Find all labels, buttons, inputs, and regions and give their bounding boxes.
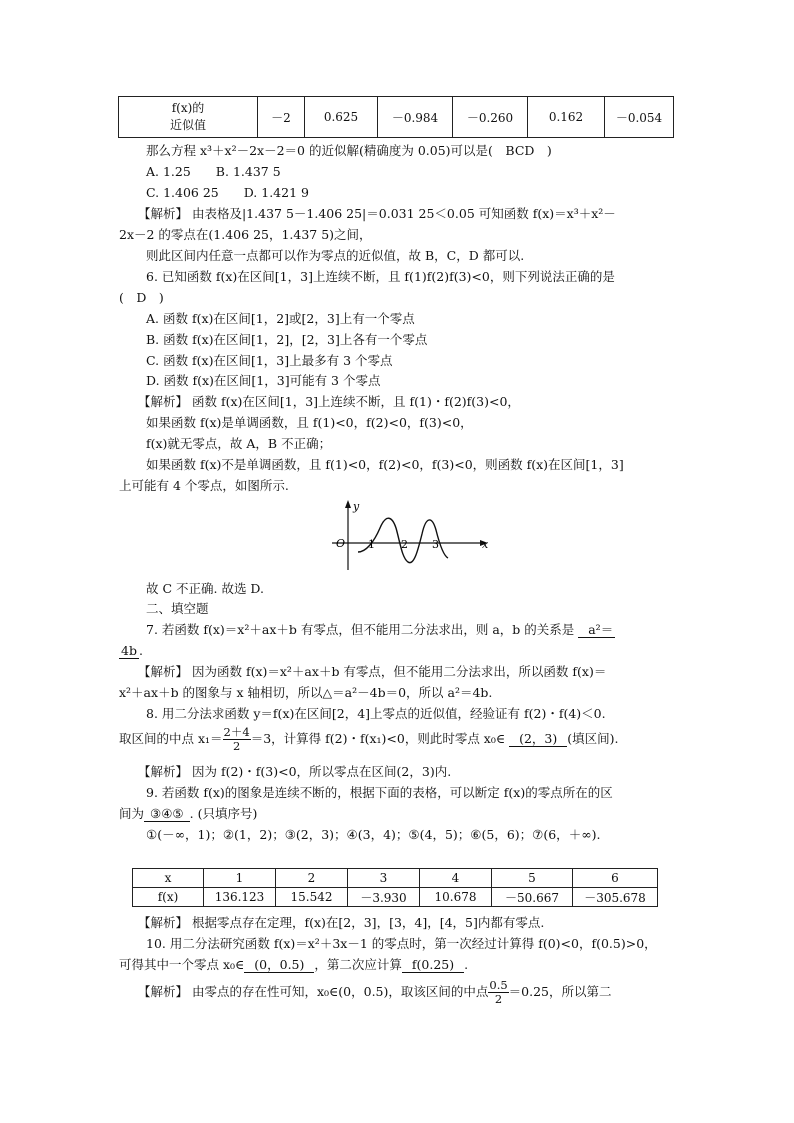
table-cell: 15.542 [276,888,348,907]
option-line: B. 函数 f(x)在区间[1，2]，[2，3]上各有一个零点 [146,332,428,347]
text-segment: 可得其中一个零点 x₀∈ [119,957,245,972]
table-cell: 5 [492,869,573,888]
header-line-2: 近似值 [169,118,206,132]
x-axis-label: x [482,538,489,551]
text-segment: 间为 [119,806,145,821]
analysis-line: 【解析】 根据零点存在定理，f(x)在[2，3]，[3，4]，[4，5]内都有零点. [138,915,545,930]
table-cell: －2 [258,97,305,138]
table-cell: －0.984 [378,97,453,138]
table-cell: 3 [348,869,420,888]
table-cell: －0.260 [453,97,528,138]
text-segment: ＝3，计算得 f(2)・f(x₁)<0，则此时零点 x₀∈ [250,731,506,746]
answer-blank: 4b [121,643,137,658]
option-line: A. 函数 f(x)在区间[1，2]或[2，3]上有一个零点 [146,311,415,326]
table-header-cell [119,97,258,138]
table-cell: 6 [573,869,658,888]
text-line: 那么方程 x³＋x²－2x－2＝0 的近似解(精确度为 0.05)可以是( BCD ) [146,143,552,158]
question-9-cont [119,806,257,822]
answer-blank: ③④⑤ [144,806,190,822]
analysis-line [138,977,612,1007]
text-line: f(x)就无零点，故 A，B 不正确； [146,436,332,451]
table-cell: f(x) [133,888,204,907]
origin-label: O [336,537,346,550]
zeros-sketch-graph [328,498,493,572]
question-7 [146,622,615,638]
table-cell: －3.930 [348,888,420,907]
question-9: 9. 若函数 f(x)的图象是连续不断的，根据下面的表格，可以断定 f(x)的零点所在的区 [146,785,613,800]
question-6: 6. 已知函数 f(x)在区间[1，3]上连续不断，且 f(1)f(2)f(3)<0，则下列说法正确的是 [146,269,615,284]
text-line: 则此区间内任意一点都可以作为零点的近似值，故 B，C，D 都可以. [146,248,525,263]
denominator: 2 [494,992,503,1006]
section-heading: 二、填空题 [146,601,209,616]
text-line: 故 C 不正确. 故选 D. [146,581,264,596]
analysis-line: 【解析】 因为函数 f(x)＝x²＋ax＋b 有零点，但不能用二分法求出，所以函数 f(x)＝ [138,664,607,679]
table-cell: 4 [420,869,492,888]
answer-blank: (2，3) [509,731,567,747]
table-cell: －0.054 [605,97,674,138]
header-line-1: f(x)的 [171,101,205,115]
text-line: x²＋ax＋b 的图象与 x 轴相切，所以△＝a²－4b＝0，所以 a²＝4b. [119,685,493,700]
question-8: 8. 用二分法求函数 y＝f(x)在区间[2，4]上零点的近似值，经验证有 f(2)・f(4)＜0. [146,706,606,721]
table-cell: 1 [204,869,276,888]
denominator: 2 [232,739,241,753]
numerator: 2＋4 [223,725,250,739]
option-line: A. 1.25 B. 1.437 5 [146,164,281,179]
table-cell: x [133,869,204,888]
tick-label-2: 2 [401,538,408,551]
y-axis-label: y [353,500,360,513]
answer-continuation [119,643,143,659]
table-cell: 0.625 [305,97,378,138]
approx-value-table [118,96,674,138]
table-cell: －305.678 [573,888,658,907]
analysis-line: 【解析】 函数 f(x)在区间[1，3]上连续不断，且 f(1)・f(2)f(3)<0， [138,394,520,409]
tick-label-1: 1 [368,538,375,551]
period: . [138,643,143,658]
option-line: C. 函数 f(x)在区间[1，3]上最多有 3 个零点 [146,353,393,368]
text-segment: . (只填序号) [189,806,258,821]
table-cell: 0.162 [528,97,605,138]
text-line: 如果函数 f(x)不是单调函数，且 f(1)<0，f(2)<0，f(3)<0，则函数 f(x)在区间[1，3] [146,457,624,472]
question-10-cont [119,957,468,973]
text-line: 如果函数 f(x)是单调函数，且 f(1)<0，f(2)<0，f(3)<0， [146,415,473,430]
function-values-table [132,868,658,907]
text-line: 上可能有 4 个零点，如图所示. [119,478,289,493]
table-cell: －50.667 [492,888,573,907]
fraction [223,726,251,753]
answer-line: ( D ) [119,290,164,305]
fraction [488,979,508,1006]
answer-blank: (0，0.5) [244,957,314,973]
y-axis-arrow [345,500,351,508]
option-line: C. 1.406 25 D. 1.421 9 [146,185,309,200]
analysis-line: 【解析】 因为 f(2)・f(3)<0，所以零点在区间(2，3)内. [138,764,452,779]
text-segment: . [464,957,469,972]
question-10: 10. 用二分法研究函数 f(x)＝x²＋3x－1 的零点时，第一次经过计算得 f(0)<0，f(0.5)>0， [146,936,657,951]
text-segment: 取区间的中点 x₁＝ [119,731,223,746]
question-8-cont [119,725,619,753]
text-segment: 【解析】 由零点的存在性可知，x₀∈(0，0.5)，取该区间的中点 [138,984,489,999]
answer-blank: a²＝ [578,622,615,638]
text-segment: ，第二次应计算 [314,957,402,972]
question-7-text: 7. 若函数 f(x)＝x²＋ax＋b 有零点，但不能用二分法求出，则 a，b 的关系是 [146,622,575,637]
tick-label-3: 3 [432,538,439,551]
option-line: D. 函数 f(x)在区间[1，3]可能有 3 个零点 [146,373,381,388]
table-cell: 136.123 [204,888,276,907]
numerator: 0.5 [489,978,508,992]
answer-blank: f(0.25) [402,957,464,973]
table-cell: 10.678 [420,888,492,907]
text-segment: ＝0.25，所以第二 [508,984,612,999]
table-cell: 2 [276,869,348,888]
text-line: 2x－2 的零点在(1.406 25，1.437 5)之间， [119,227,372,242]
interval-options: ①(－∞，1)；②(1，2)；③(2，3)；④(3，4)；⑤(4，5)；⑥(5，6)；⑦(6，＋∞). [146,827,601,842]
text-segment: (填区间). [567,731,619,746]
analysis-line: 【解析】 由表格及|1.437 5－1.406 25|＝0.031 25＜0.05 可知函数 f(x)＝x³＋x²－ [138,206,616,221]
